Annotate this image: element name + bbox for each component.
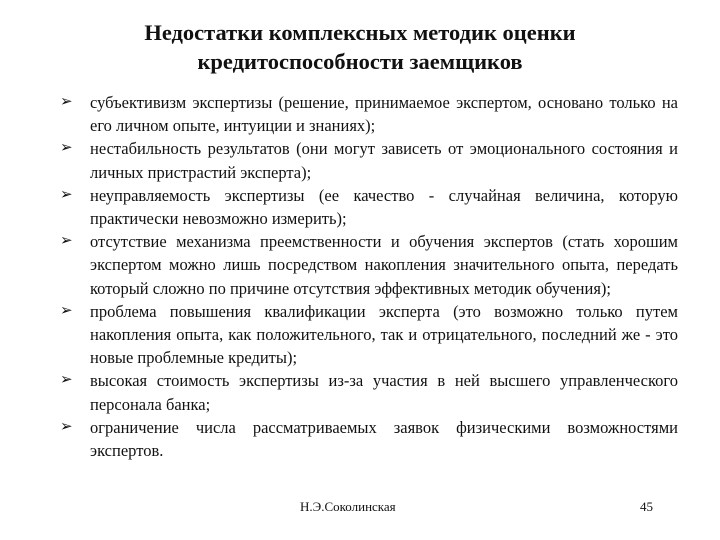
arrow-bullet-icon: ➢ xyxy=(60,186,73,203)
arrow-bullet-icon: ➢ xyxy=(60,418,73,435)
footer-author: Н.Э.Соколинская xyxy=(300,499,396,514)
bullet-item xyxy=(60,184,678,230)
bullet-item xyxy=(60,416,678,462)
slide-title-line-1: Недостатки комплексных методик оценки xyxy=(144,20,576,45)
bullet-text: нестабильность результатов (они могут зависеть от эмоционального состояния и личных пристрастий эксперта); xyxy=(90,139,678,182)
slide-title xyxy=(60,18,660,76)
bullet-list xyxy=(60,91,678,462)
bullet-text: высокая стоимость экспертизы из-за участия в ней высшего управленческого персонала банка; xyxy=(90,371,678,414)
bullet-text: субъективизм экспертизы (решение, принимаемое экспертом, основано только на его личном опыте, интуиции и знаниях); xyxy=(90,93,678,136)
bullet-item xyxy=(60,137,678,183)
arrow-bullet-icon: ➢ xyxy=(60,372,73,389)
bullet-item xyxy=(60,91,678,137)
slide-title-line-2: кредитоспособности заемщиков xyxy=(197,49,523,74)
bullet-item xyxy=(60,230,678,300)
page-number: 45 xyxy=(640,499,653,514)
bullet-text: отсутствие механизма преемственности и обучения экспертов (стать хорошим экспертом можно лишь посредством накопления значительного опыта, передать который сложно по причине отсутствия эффективных методик обучения); xyxy=(90,232,678,298)
bullet-text: проблема повышения квалификации эксперта (это возможно только путем накопления опыта, как положительного, так и отрицательного, последний же - это новые проблемные кредиты); xyxy=(90,301,678,368)
arrow-bullet-icon: ➢ xyxy=(60,140,73,157)
bullet-text: ограничение числа рассматриваемых заявок физическими возможностями экспертов. xyxy=(90,417,678,461)
bullet-item xyxy=(60,300,678,370)
arrow-bullet-icon: ➢ xyxy=(60,94,73,110)
arrow-bullet-icon: ➢ xyxy=(60,233,73,250)
bullet-item xyxy=(60,369,678,415)
arrow-bullet-icon: ➢ xyxy=(60,302,73,319)
bullet-text: неуправляемость экспертизы (ее качество - случайная величина, которую практически невозможно измерить); xyxy=(90,185,678,229)
